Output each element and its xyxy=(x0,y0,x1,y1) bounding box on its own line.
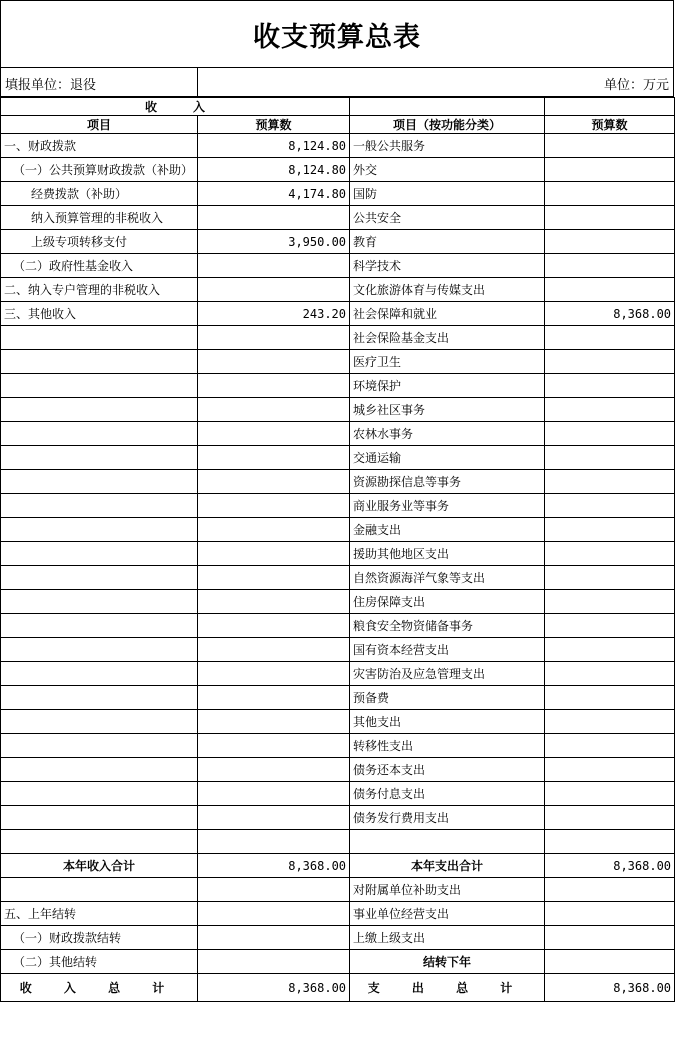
table-row xyxy=(1,710,675,734)
income-value xyxy=(198,734,350,758)
expense-item: 文化旅游体育与传媒支出 xyxy=(350,278,545,302)
income-value xyxy=(198,950,350,974)
income-value xyxy=(198,542,350,566)
table-row xyxy=(1,806,675,830)
expense-value xyxy=(545,230,675,254)
expense-item: 一般公共服务 xyxy=(350,134,545,158)
expense-item: 国防 xyxy=(350,182,545,206)
expense-item: 事业单位经营支出 xyxy=(350,902,545,926)
income-value xyxy=(198,806,350,830)
unit-row-divider xyxy=(197,68,198,96)
expense-group-header-blank xyxy=(350,98,545,116)
grand-total-row xyxy=(1,974,675,1002)
expense-item: 预备费 xyxy=(350,686,545,710)
expense-total-label: 本年支出合计 xyxy=(350,854,545,878)
expense-value xyxy=(545,734,675,758)
income-group-header: 收 入 xyxy=(1,98,350,116)
page-title: 收支预算总表 xyxy=(0,0,674,68)
income-item xyxy=(1,566,198,590)
income-item xyxy=(1,830,198,854)
expense-item: 住房保障支出 xyxy=(350,590,545,614)
income-value xyxy=(198,566,350,590)
income-value xyxy=(198,326,350,350)
table-row xyxy=(1,590,675,614)
expense-item: 社会保险基金支出 xyxy=(350,326,545,350)
expense-item xyxy=(350,830,545,854)
table-row xyxy=(1,374,675,398)
income-value xyxy=(198,638,350,662)
expense-item: 交通运输 xyxy=(350,446,545,470)
expense-item: 对附属单位补助支出 xyxy=(350,878,545,902)
header-row xyxy=(1,116,675,134)
expense-value xyxy=(545,350,675,374)
expense-value xyxy=(545,782,675,806)
table-row xyxy=(1,662,675,686)
income-item xyxy=(1,614,198,638)
income-item xyxy=(1,350,198,374)
table-row xyxy=(1,182,675,206)
income-value xyxy=(198,254,350,278)
income-item xyxy=(1,518,198,542)
income-item xyxy=(1,470,198,494)
income-item: 纳入预算管理的非税收入 xyxy=(1,206,198,230)
expense-item: 医疗卫生 xyxy=(350,350,545,374)
income-value xyxy=(198,614,350,638)
expense-item: 教育 xyxy=(350,230,545,254)
expense-item: 结转下年 xyxy=(350,950,545,974)
table-row xyxy=(1,686,675,710)
income-value xyxy=(198,206,350,230)
table-row xyxy=(1,494,675,518)
table-row xyxy=(1,326,675,350)
income-value xyxy=(198,446,350,470)
expense-value xyxy=(545,398,675,422)
income-item xyxy=(1,662,198,686)
income-value xyxy=(198,758,350,782)
expense-value xyxy=(545,518,675,542)
expense-item: 农林水事务 xyxy=(350,422,545,446)
table-row xyxy=(1,254,675,278)
expense-value xyxy=(545,254,675,278)
income-item: （二）政府性基金收入 xyxy=(1,254,198,278)
income-item: （二）其他结转 xyxy=(1,950,198,974)
table-row xyxy=(1,350,675,374)
table-row xyxy=(1,638,675,662)
expense-grand-total-value: 8,368.00 xyxy=(545,974,675,1002)
income-value xyxy=(198,350,350,374)
expense-value xyxy=(545,878,675,902)
expense-item: 社会保障和就业 xyxy=(350,302,545,326)
expense-item: 资源勘探信息等事务 xyxy=(350,470,545,494)
expense-item: 粮食安全物资储备事务 xyxy=(350,614,545,638)
header-group-row xyxy=(1,98,675,116)
income-value xyxy=(198,590,350,614)
expense-group-header-blank-2 xyxy=(545,98,675,116)
expense-item-header: 项目（按功能分类） xyxy=(350,116,545,134)
income-budget-header: 预算数 xyxy=(198,116,350,134)
expense-value xyxy=(545,278,675,302)
income-item-header: 项目 xyxy=(1,116,198,134)
table-row xyxy=(1,230,675,254)
expense-item: 其他支出 xyxy=(350,710,545,734)
table-row xyxy=(1,566,675,590)
expense-value xyxy=(545,422,675,446)
income-value xyxy=(198,926,350,950)
income-item: 五、上年结转 xyxy=(1,902,198,926)
income-item xyxy=(1,878,198,902)
income-value xyxy=(198,518,350,542)
income-value xyxy=(198,782,350,806)
income-value xyxy=(198,374,350,398)
income-item xyxy=(1,446,198,470)
expense-item: 灾害防治及应急管理支出 xyxy=(350,662,545,686)
income-value xyxy=(198,422,350,446)
table-row xyxy=(1,614,675,638)
income-item xyxy=(1,734,198,758)
expense-total-value: 8,368.00 xyxy=(545,854,675,878)
expense-item: 金融支出 xyxy=(350,518,545,542)
income-value xyxy=(198,662,350,686)
expense-value xyxy=(545,950,675,974)
expense-value xyxy=(545,590,675,614)
expense-item: 环境保护 xyxy=(350,374,545,398)
expense-item: 债务发行费用支出 xyxy=(350,806,545,830)
currency-unit: 单位：万元 xyxy=(603,78,669,93)
budget-table xyxy=(0,97,675,1002)
expense-item: 商业服务业等事务 xyxy=(350,494,545,518)
income-item xyxy=(1,782,198,806)
table-row xyxy=(1,398,675,422)
income-value xyxy=(198,830,350,854)
expense-item: 上缴上级支出 xyxy=(350,926,545,950)
totals-row xyxy=(1,854,675,878)
income-value xyxy=(198,494,350,518)
expense-value xyxy=(545,470,675,494)
income-item: （一）财政拨款结转 xyxy=(1,926,198,950)
expense-value xyxy=(545,662,675,686)
expense-value xyxy=(545,326,675,350)
expense-item: 科学技术 xyxy=(350,254,545,278)
expense-value: 8,368.00 xyxy=(545,302,675,326)
income-item xyxy=(1,686,198,710)
expense-value xyxy=(545,206,675,230)
income-value: 243.20 xyxy=(198,302,350,326)
income-item xyxy=(1,422,198,446)
income-value xyxy=(198,710,350,734)
table-row xyxy=(1,422,675,446)
expense-item: 援助其他地区支出 xyxy=(350,542,545,566)
expense-value xyxy=(545,902,675,926)
income-item xyxy=(1,758,198,782)
income-item: 三、其他收入 xyxy=(1,302,198,326)
table-row xyxy=(1,278,675,302)
income-value: 3,950.00 xyxy=(198,230,350,254)
income-value xyxy=(198,470,350,494)
expense-value xyxy=(545,710,675,734)
income-item: 上级专项转移支付 xyxy=(1,230,198,254)
expense-value xyxy=(545,758,675,782)
expense-budget-header: 预算数 xyxy=(545,116,675,134)
expense-value xyxy=(545,566,675,590)
table-row xyxy=(1,446,675,470)
table-row xyxy=(1,206,675,230)
income-item xyxy=(1,326,198,350)
table-row xyxy=(1,782,675,806)
table-row xyxy=(1,878,675,902)
income-value xyxy=(198,398,350,422)
income-value: 8,124.80 xyxy=(198,158,350,182)
table-row xyxy=(1,950,675,974)
expense-value xyxy=(545,830,675,854)
income-item xyxy=(1,494,198,518)
table-row xyxy=(1,758,675,782)
income-item xyxy=(1,590,198,614)
expense-item: 债务还本支出 xyxy=(350,758,545,782)
expense-value xyxy=(545,542,675,566)
unit-row xyxy=(0,68,674,97)
income-item: 经费拨款（补助） xyxy=(1,182,198,206)
expense-item: 国有资本经营支出 xyxy=(350,638,545,662)
reporting-unit: 填报单位：退役 xyxy=(5,78,97,93)
expense-value xyxy=(545,494,675,518)
income-item xyxy=(1,398,198,422)
table-row xyxy=(1,302,675,326)
income-item: 二、纳入专户管理的非税收入 xyxy=(1,278,198,302)
expense-item: 公共安全 xyxy=(350,206,545,230)
expense-item: 自然资源海洋气象等支出 xyxy=(350,566,545,590)
expense-value xyxy=(545,686,675,710)
expense-value xyxy=(545,158,675,182)
expense-value xyxy=(545,446,675,470)
income-grand-total-value: 8,368.00 xyxy=(198,974,350,1002)
expense-value xyxy=(545,926,675,950)
income-item xyxy=(1,710,198,734)
income-item xyxy=(1,542,198,566)
income-item: （一）公共预算财政拨款（补助） xyxy=(1,158,198,182)
expense-value xyxy=(545,638,675,662)
expense-value xyxy=(545,182,675,206)
income-total-label: 本年收入合计 xyxy=(1,854,198,878)
income-item xyxy=(1,374,198,398)
expense-value xyxy=(545,806,675,830)
table-row xyxy=(1,830,675,854)
income-value: 8,124.80 xyxy=(198,134,350,158)
expense-value xyxy=(545,374,675,398)
table-row xyxy=(1,902,675,926)
income-value xyxy=(198,278,350,302)
income-value xyxy=(198,686,350,710)
table-row xyxy=(1,518,675,542)
income-item: 一、财政拨款 xyxy=(1,134,198,158)
income-value xyxy=(198,902,350,926)
income-item xyxy=(1,806,198,830)
table-row xyxy=(1,158,675,182)
table-row xyxy=(1,470,675,494)
expense-value xyxy=(545,614,675,638)
table-row xyxy=(1,134,675,158)
income-value: 4,174.80 xyxy=(198,182,350,206)
table-row xyxy=(1,926,675,950)
income-value xyxy=(198,878,350,902)
income-grand-total-label: 收 入 总 计 xyxy=(1,974,198,1002)
income-total-value: 8,368.00 xyxy=(198,854,350,878)
expense-item: 转移性支出 xyxy=(350,734,545,758)
income-item xyxy=(1,638,198,662)
table-row xyxy=(1,734,675,758)
expense-item: 债务付息支出 xyxy=(350,782,545,806)
table-row xyxy=(1,542,675,566)
expense-value xyxy=(545,134,675,158)
expense-grand-total-label: 支 出 总 计 xyxy=(350,974,545,1002)
expense-item: 外交 xyxy=(350,158,545,182)
expense-item: 城乡社区事务 xyxy=(350,398,545,422)
